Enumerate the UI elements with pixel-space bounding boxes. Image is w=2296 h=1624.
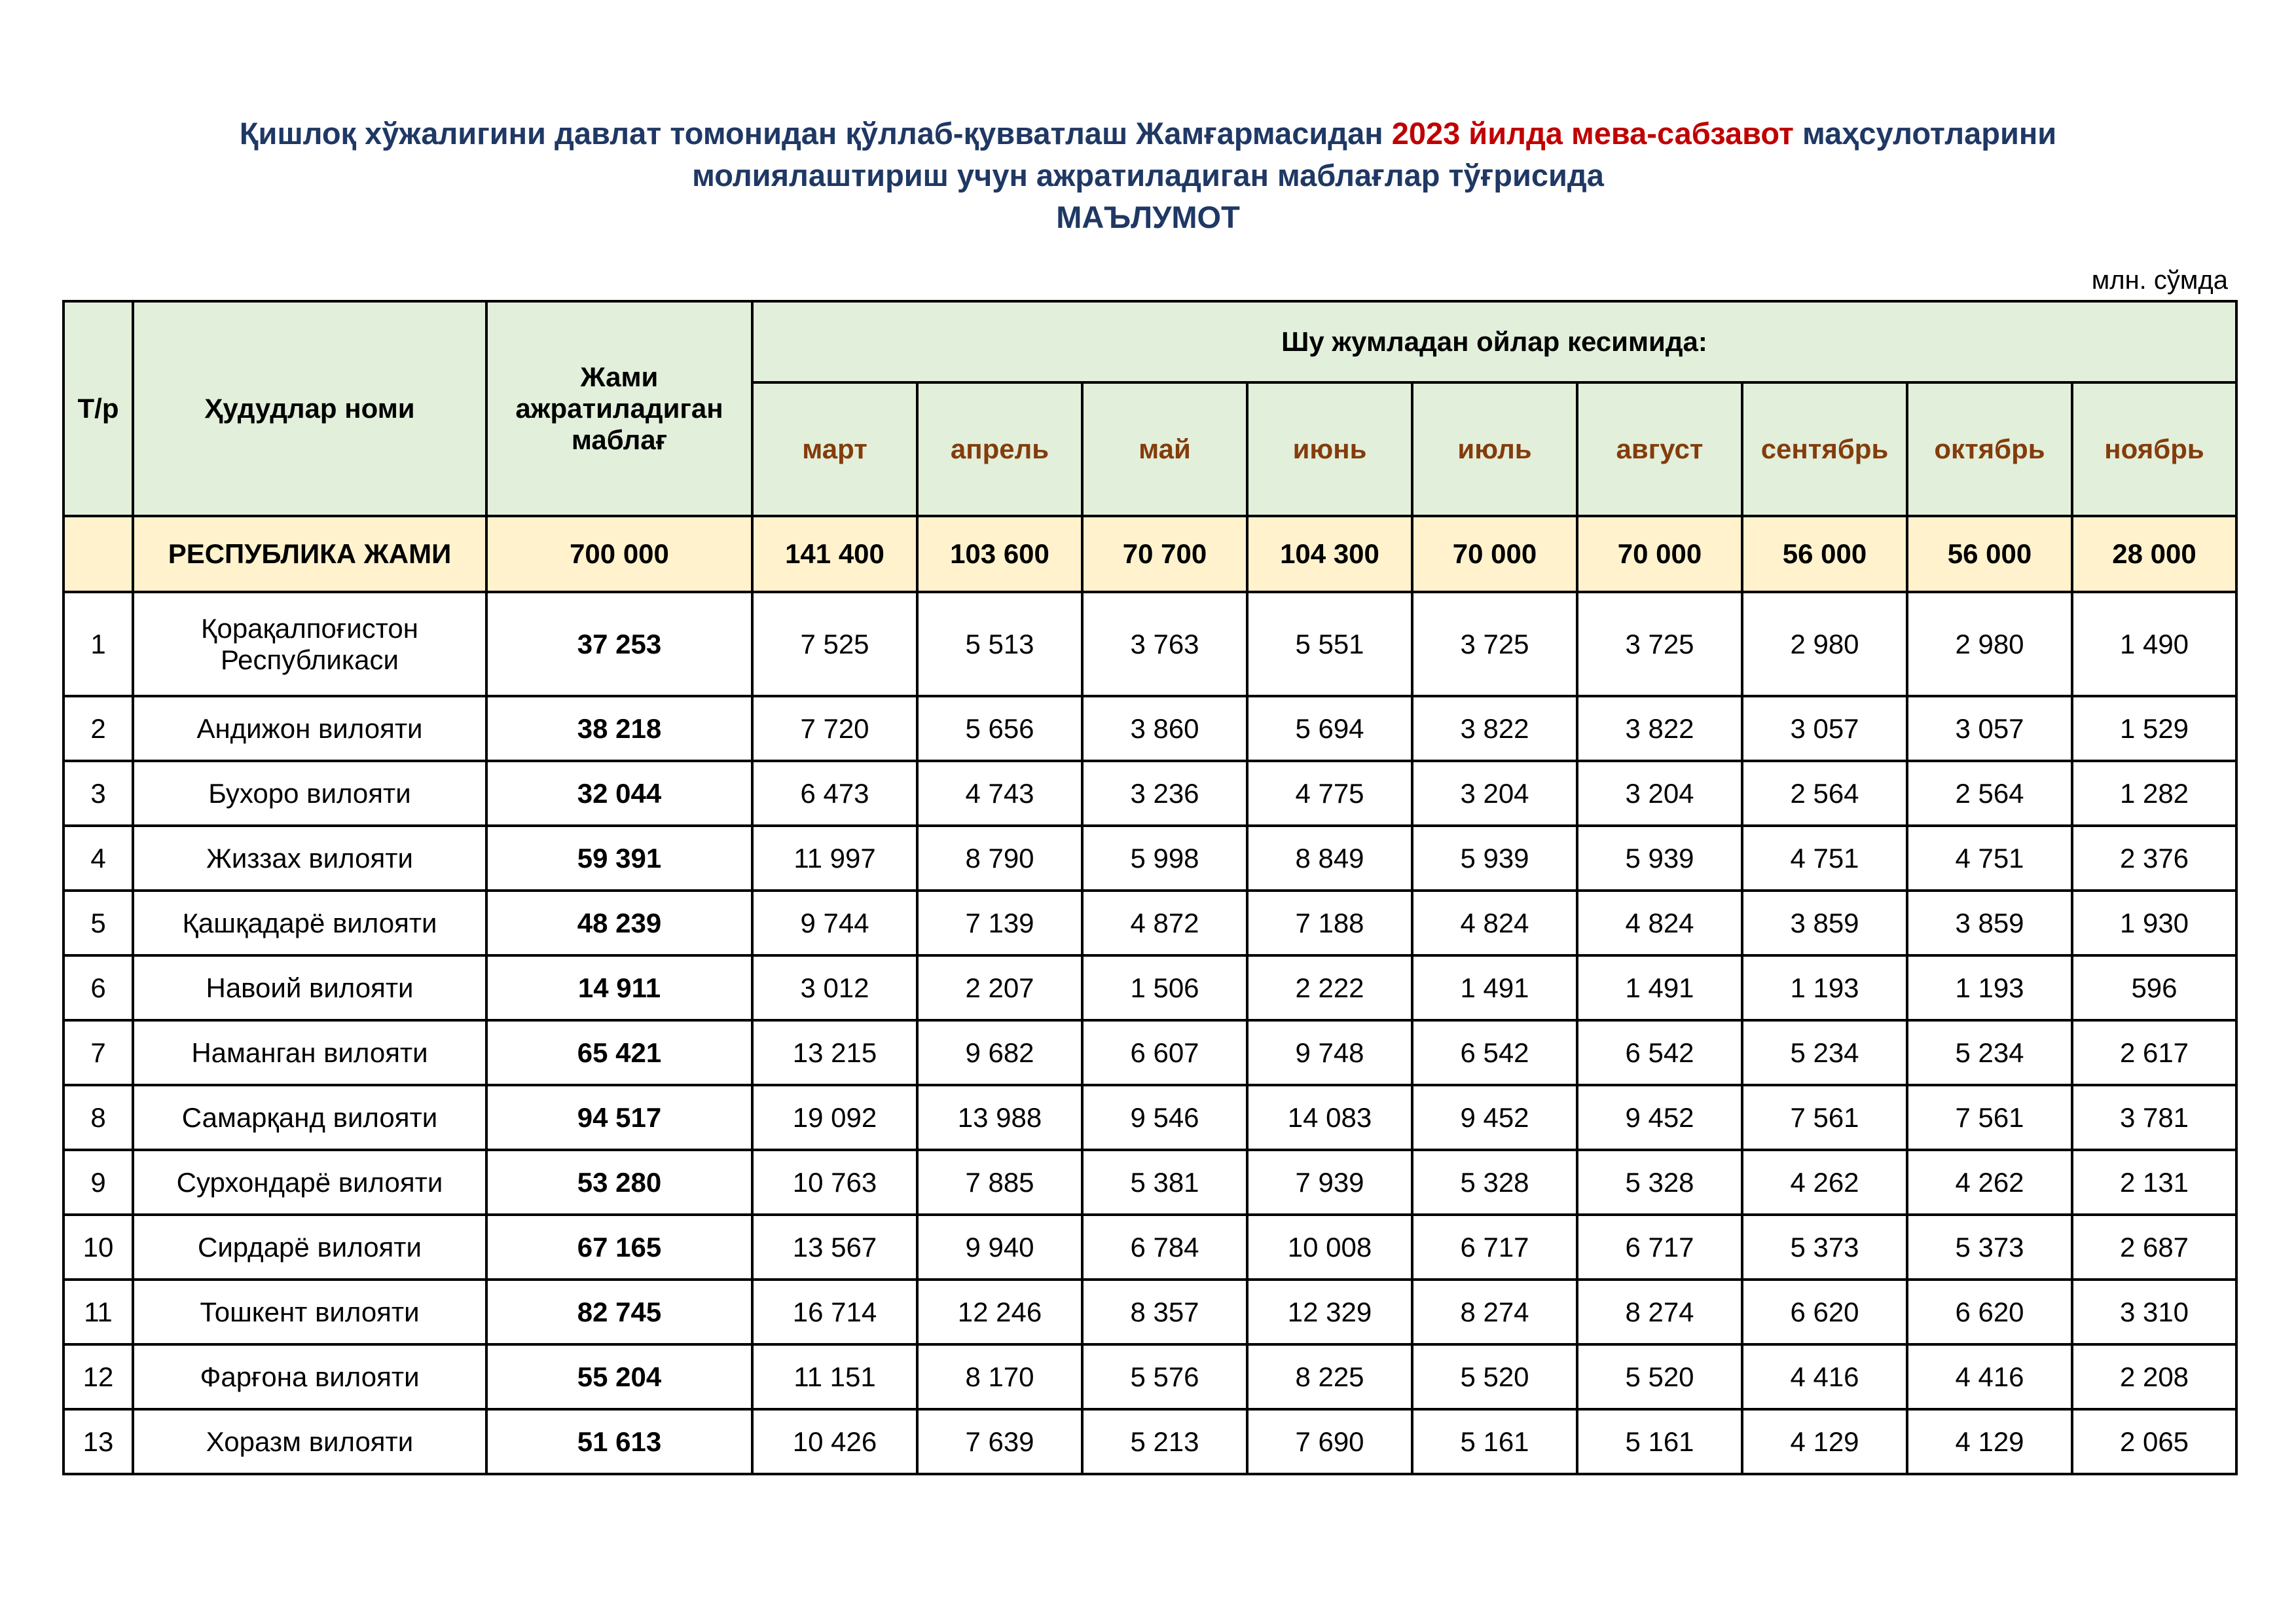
row-month-cell: 1 506 [1082, 955, 1247, 1020]
row-month-cell: 4 129 [1742, 1409, 1907, 1474]
total-month-cell: 141 400 [752, 516, 917, 592]
row-month-cell: 8 225 [1247, 1344, 1412, 1409]
table-row [64, 1020, 2236, 1085]
row-month-cell: 4 416 [1742, 1344, 1907, 1409]
row-month-cell: 4 129 [1907, 1409, 2072, 1474]
row-month-cell: 3 012 [752, 955, 917, 1020]
row-month-cell: 4 416 [1907, 1344, 2072, 1409]
row-region-name: Тошкент вилояти [133, 1280, 486, 1344]
total-row-total: 700 000 [486, 516, 752, 592]
row-month-cell: 14 083 [1247, 1085, 1412, 1150]
row-month-cell: 6 620 [1742, 1280, 1907, 1344]
row-month-cell: 7 939 [1247, 1150, 1412, 1215]
row-region-name: Навоий вилояти [133, 955, 486, 1020]
row-month-cell: 7 561 [1907, 1085, 2072, 1150]
row-month-cell: 2 208 [2072, 1344, 2236, 1409]
total-month-cell: 70 700 [1082, 516, 1247, 592]
row-month-cell: 6 620 [1907, 1280, 2072, 1344]
row-month-cell: 2 980 [1742, 592, 1907, 696]
row-region-name: Қорақалпоғистон Республикаси [133, 592, 486, 696]
row-region-name: Самарқанд вилояти [133, 1085, 486, 1150]
row-num: 2 [64, 696, 133, 761]
total-month-cell: 56 000 [1907, 516, 2072, 592]
row-month-cell: 10 008 [1247, 1215, 1412, 1280]
row-month-cell: 8 357 [1082, 1280, 1247, 1344]
row-region-name: Бухоро вилояти [133, 761, 486, 826]
row-month-cell: 5 161 [1577, 1409, 1742, 1474]
row-month-cell: 1 930 [2072, 891, 2236, 955]
row-num: 1 [64, 592, 133, 696]
row-month-cell: 4 743 [917, 761, 1082, 826]
row-month-cell: 8 274 [1577, 1280, 1742, 1344]
row-month-cell: 5 520 [1412, 1344, 1577, 1409]
row-total: 37 253 [486, 592, 752, 696]
row-region-name: Сирдарё вилояти [133, 1215, 486, 1280]
header-month: сентябрь [1742, 382, 1907, 516]
row-month-cell: 6 542 [1577, 1020, 1742, 1085]
row-month-cell: 5 373 [1742, 1215, 1907, 1280]
row-month-cell: 5 161 [1412, 1409, 1577, 1474]
row-month-cell: 11 151 [752, 1344, 917, 1409]
row-total: 67 165 [486, 1215, 752, 1280]
row-month-cell: 8 274 [1412, 1280, 1577, 1344]
row-month-cell: 1 491 [1577, 955, 1742, 1020]
row-month-cell: 5 998 [1082, 826, 1247, 891]
row-month-cell: 6 473 [752, 761, 917, 826]
row-month-cell: 1 193 [1907, 955, 2072, 1020]
row-month-cell: 1 491 [1412, 955, 1577, 1020]
row-month-cell: 1 193 [1742, 955, 1907, 1020]
row-month-cell: 3 204 [1577, 761, 1742, 826]
title-line-1 [0, 113, 2296, 155]
row-month-cell: 3 725 [1577, 592, 1742, 696]
total-month-cell: 56 000 [1742, 516, 1907, 592]
row-region-name: Андижон вилояти [133, 696, 486, 761]
header-month: март [752, 382, 917, 516]
row-month-cell: 2 687 [2072, 1215, 2236, 1280]
row-month-cell: 4 824 [1577, 891, 1742, 955]
table-row [64, 826, 2236, 891]
row-month-cell: 2 065 [2072, 1409, 2236, 1474]
row-month-cell: 3 204 [1412, 761, 1577, 826]
row-month-cell: 7 188 [1247, 891, 1412, 955]
row-num: 5 [64, 891, 133, 955]
row-total: 53 280 [486, 1150, 752, 1215]
row-month-cell: 2 207 [917, 955, 1082, 1020]
row-region-name: Фарғона вилояти [133, 1344, 486, 1409]
row-month-cell: 4 262 [1907, 1150, 2072, 1215]
row-month-cell: 19 092 [752, 1085, 917, 1150]
row-month-cell: 3 822 [1412, 696, 1577, 761]
row-month-cell: 7 525 [752, 592, 917, 696]
table-row [64, 891, 2236, 955]
row-month-cell: 6 607 [1082, 1020, 1247, 1085]
row-month-cell: 5 520 [1577, 1344, 1742, 1409]
row-month-cell: 11 997 [752, 826, 917, 891]
total-row [64, 516, 2236, 592]
header-month: август [1577, 382, 1742, 516]
unit-label: млн. сўмда [2091, 266, 2228, 295]
total-month-cell: 70 000 [1412, 516, 1577, 592]
row-month-cell: 5 328 [1577, 1150, 1742, 1215]
row-month-cell: 9 682 [917, 1020, 1082, 1085]
document-title [0, 113, 2296, 238]
row-num: 4 [64, 826, 133, 891]
row-total: 14 911 [486, 955, 752, 1020]
header-month: ноябрь [2072, 382, 2236, 516]
row-month-cell: 7 139 [917, 891, 1082, 955]
row-month-cell: 3 781 [2072, 1085, 2236, 1150]
row-month-cell: 596 [2072, 955, 2236, 1020]
row-total: 55 204 [486, 1344, 752, 1409]
table-row [64, 761, 2236, 826]
allocation-table [62, 300, 2238, 1475]
row-num: 6 [64, 955, 133, 1020]
row-month-cell: 2 564 [1742, 761, 1907, 826]
row-month-cell: 2 131 [2072, 1150, 2236, 1215]
row-num: 8 [64, 1085, 133, 1150]
header-month: октябрь [1907, 382, 2072, 516]
row-month-cell: 5 694 [1247, 696, 1412, 761]
row-month-cell: 4 824 [1412, 891, 1577, 955]
row-month-cell: 5 234 [1742, 1020, 1907, 1085]
header-months-group: Шу жумладан ойлар кесимида: [752, 301, 2236, 382]
title-line-2: молиялаштириш учун ажратиладиган маблағлар тўғрисида [692, 158, 1604, 193]
row-total: 94 517 [486, 1085, 752, 1150]
row-month-cell: 5 939 [1577, 826, 1742, 891]
row-month-cell: 3 822 [1577, 696, 1742, 761]
row-month-cell: 5 213 [1082, 1409, 1247, 1474]
row-month-cell: 12 329 [1247, 1280, 1412, 1344]
row-total: 48 239 [486, 891, 752, 955]
row-region-name: Сурхондарё вилояти [133, 1150, 486, 1215]
row-month-cell: 6 717 [1577, 1215, 1742, 1280]
title-line-3: МАЪЛУМОТ [1056, 200, 1240, 234]
row-month-cell: 10 763 [752, 1150, 917, 1215]
row-month-cell: 6 717 [1412, 1215, 1577, 1280]
table-row [64, 955, 2236, 1020]
title-line-1-end: маҳсулотларини [1793, 116, 2057, 151]
row-month-cell: 3 859 [1907, 891, 2072, 955]
header-num: Т/р [64, 301, 133, 516]
total-row-name: РЕСПУБЛИКА ЖАМИ [133, 516, 486, 592]
row-month-cell: 8 170 [917, 1344, 1082, 1409]
table-row [64, 1344, 2236, 1409]
row-month-cell: 7 720 [752, 696, 917, 761]
total-month-cell: 70 000 [1577, 516, 1742, 592]
row-month-cell: 9 546 [1082, 1085, 1247, 1150]
total-month-cell: 103 600 [917, 516, 1082, 592]
row-month-cell: 4 775 [1247, 761, 1412, 826]
row-month-cell: 4 751 [1907, 826, 2072, 891]
row-month-cell: 5 328 [1412, 1150, 1577, 1215]
total-month-cell: 28 000 [2072, 516, 2236, 592]
table-row [64, 696, 2236, 761]
row-month-cell: 9 748 [1247, 1020, 1412, 1085]
row-region-name: Хоразм вилояти [133, 1409, 486, 1474]
row-month-cell: 3 310 [2072, 1280, 2236, 1344]
table-row [64, 1150, 2236, 1215]
title-line-1-start: Қишлоқ хўжалигини давлат томонидан қўллаб-қувватлаш Жамғармасидан [239, 116, 1392, 151]
row-month-cell: 5 551 [1247, 592, 1412, 696]
row-month-cell: 9 744 [752, 891, 917, 955]
total-row-num [64, 516, 133, 592]
table-row [64, 1280, 2236, 1344]
row-month-cell: 2 980 [1907, 592, 2072, 696]
row-region-name: Жиззах вилояти [133, 826, 486, 891]
row-month-cell: 7 639 [917, 1409, 1082, 1474]
row-total: 51 613 [486, 1409, 752, 1474]
row-month-cell: 5 234 [1907, 1020, 2072, 1085]
row-month-cell: 5 939 [1412, 826, 1577, 891]
row-month-cell: 1 490 [2072, 592, 2236, 696]
row-month-cell: 3 860 [1082, 696, 1247, 761]
row-region-name: Қашқадарё вилояти [133, 891, 486, 955]
row-month-cell: 6 542 [1412, 1020, 1577, 1085]
row-month-cell: 4 872 [1082, 891, 1247, 955]
row-month-cell: 5 576 [1082, 1344, 1247, 1409]
row-num: 10 [64, 1215, 133, 1280]
row-month-cell: 3 763 [1082, 592, 1247, 696]
row-month-cell: 13 567 [752, 1215, 917, 1280]
row-month-cell: 2 564 [1907, 761, 2072, 826]
row-month-cell: 3 057 [1907, 696, 2072, 761]
row-month-cell: 7 561 [1742, 1085, 1907, 1150]
row-month-cell: 16 714 [752, 1280, 917, 1344]
header-month: апрель [917, 382, 1082, 516]
row-month-cell: 7 885 [917, 1150, 1082, 1215]
title-line-1-highlight: 2023 йилда мева-сабзавот [1391, 116, 1794, 151]
table-row [64, 1215, 2236, 1280]
row-num: 7 [64, 1020, 133, 1085]
row-month-cell: 13 988 [917, 1085, 1082, 1150]
row-month-cell: 1 282 [2072, 761, 2236, 826]
table-row [64, 1085, 2236, 1150]
row-month-cell: 5 373 [1907, 1215, 2072, 1280]
row-month-cell: 12 246 [917, 1280, 1082, 1344]
row-month-cell: 5 513 [917, 592, 1082, 696]
row-month-cell: 2 376 [2072, 826, 2236, 891]
row-month-cell: 4 262 [1742, 1150, 1907, 1215]
row-month-cell: 5 381 [1082, 1150, 1247, 1215]
row-month-cell: 4 751 [1742, 826, 1907, 891]
row-num: 12 [64, 1344, 133, 1409]
table-row [64, 592, 2236, 696]
row-month-cell: 9 452 [1577, 1085, 1742, 1150]
header-total: Жами ажратиладиган маблағ [486, 301, 752, 516]
row-month-cell: 8 849 [1247, 826, 1412, 891]
row-num: 13 [64, 1409, 133, 1474]
row-total: 38 218 [486, 696, 752, 761]
row-month-cell: 5 656 [917, 696, 1082, 761]
row-month-cell: 9 940 [917, 1215, 1082, 1280]
row-num: 11 [64, 1280, 133, 1344]
header-month: июнь [1247, 382, 1412, 516]
row-num: 3 [64, 761, 133, 826]
row-month-cell: 8 790 [917, 826, 1082, 891]
row-month-cell: 13 215 [752, 1020, 917, 1085]
row-month-cell: 10 426 [752, 1409, 917, 1474]
row-month-cell: 3 725 [1412, 592, 1577, 696]
row-month-cell: 3 236 [1082, 761, 1247, 826]
header-month: июль [1412, 382, 1577, 516]
row-month-cell: 2 617 [2072, 1020, 2236, 1085]
row-month-cell: 3 057 [1742, 696, 1907, 761]
row-total: 32 044 [486, 761, 752, 826]
row-total: 59 391 [486, 826, 752, 891]
row-month-cell: 6 784 [1082, 1215, 1247, 1280]
table-row [64, 1409, 2236, 1474]
row-total: 65 421 [486, 1020, 752, 1085]
row-month-cell: 1 529 [2072, 696, 2236, 761]
row-month-cell: 7 690 [1247, 1409, 1412, 1474]
total-month-cell: 104 300 [1247, 516, 1412, 592]
row-total: 82 745 [486, 1280, 752, 1344]
header-region-name: Ҳудудлар номи [133, 301, 486, 516]
header-month: май [1082, 382, 1247, 516]
row-month-cell: 3 859 [1742, 891, 1907, 955]
row-month-cell: 2 222 [1247, 955, 1412, 1020]
row-region-name: Наманган вилояти [133, 1020, 486, 1085]
row-num: 9 [64, 1150, 133, 1215]
row-month-cell: 9 452 [1412, 1085, 1577, 1150]
